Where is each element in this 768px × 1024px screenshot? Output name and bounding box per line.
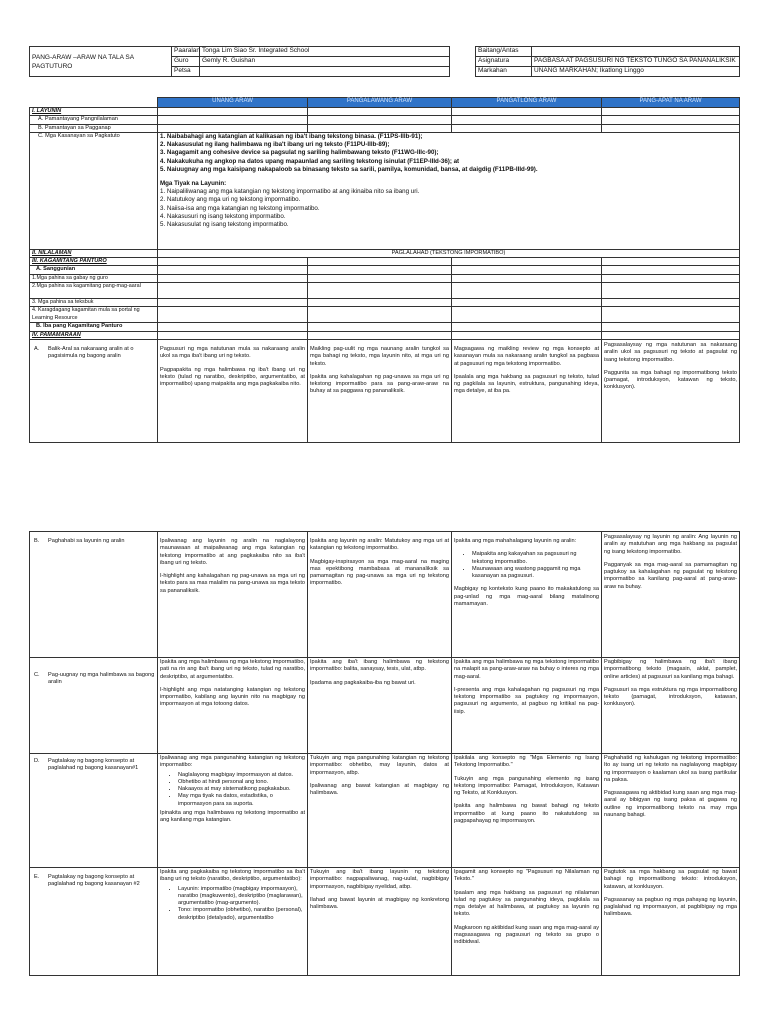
stage-b-label: B. Paghahabi sa layunin ng aralin — [30, 532, 158, 658]
stage-a-day3: Magsagawa ng maikling review ng mga konsepto at kasanayan mula sa nakaraang aralin tungkol sa pagbasa at pagsusuri ng mga tekstong impormatibo. Ipaalala ang mga hakbang sa pagsusuri ng teksto, tulad ng pagkilala sa layunin, estruktura, pangunahing ideya, mga detalye, at iba pa. — [452, 339, 602, 442]
stage-a-day4: Pagsasalaysay ng mga natutunan sa nakaraang aralin ukol sa pagsusuri ng teksto at pagsulat ng isang tekstong impormatibo. Paggunita sa mga bahagi ng impormatibong teksto (pamagat, introduksyon, katawan ng teksto, konklusyon). — [602, 339, 740, 442]
stage-c-label: C. Pag-uugnay ng mga halimbawa sa bagong aralin — [30, 658, 158, 754]
stage-e-label: E. Pagtalakay ng bagong konsepto at paglalahad ng bagong kasanayan #2 — [30, 868, 158, 976]
row-iba-pang-kagamitan: B. Iba pang Kagamitang Panturo — [30, 323, 158, 331]
lesson-table-part2 — [29, 531, 740, 976]
specific-objective-5: 5. Nakasusulat ng isang tekstong impormatibo. — [160, 220, 289, 228]
lesson-table-part1 — [29, 97, 740, 443]
quarter-label: Markahan — [476, 67, 532, 77]
school-label: Paaralan — [172, 47, 200, 57]
header-table — [29, 46, 740, 77]
row-sanggunian: A. Sanggunian — [30, 266, 158, 274]
row-kagamitang-pang-mag-aaral: 2.Mga pahina sa kagamitang pang-mag-aaral — [30, 283, 158, 299]
row-learning-resource: 4. Karagdagang kagamitan mula sa portal ng Learning Resource — [30, 307, 158, 323]
stage-e-day1: Ipakita ang pagkakaiba ng tekstong impormatibo sa iba't ibang uri ng teksto (naratibo, deskriptibo, argumentatibo): • Layunin: impormatibo (magbigay impormasyon), naratibo (magkuwento), deskriptibo (maglarawan), argumentatibo (mag-argumento). • Tono: impormatibo (obhetibo), naratibo (personal), deskriptibo (detalyado), argumentatibo — [158, 868, 308, 976]
section-pamamaraan: IV. PAMAMARAAN — [30, 331, 158, 339]
stage-d-day4: Paghahatid ng kahulugan ng tekstong impormatibo: Ito ay isang uri ng teksto na naglalayong magbigay ng impormasyon o kaalaman ukol sa isang partikular na paksa. Pagsasagawa ng aktibidad kung saan ang mga mag-aaral ay bibigyan ng isang paksa at gagawa ng outline ng impormatibong teksto na may mga naunang bahagi. — [602, 754, 740, 868]
section-nilalaman: II. NILALAMAN — [30, 249, 158, 257]
stage-b-day3: Ipakita ang mga mahahalagang layunin ng aralin: • Maipakita ang kakayahan sa pagsusuri ng tekstong impormatibo. • Maunawaan ang wastong paggamit ng mga kasanayan sa pagsusuri. Magbigay ng konteksto kung paano ito makakatulong sa pag-unlad ng mga mag-aaral bilang matalinong mamamayan. — [452, 532, 602, 658]
stage-e-row — [30, 868, 740, 976]
objective-3: 3. Nagagamit ang cohesive device sa pagsulat ng sariling halimbawang teksto (F11WG-IIIc-90); — [160, 149, 439, 157]
stage-d-day3: Ipakilala ang konsepto ng "Mga Elemento ng Isang Tekstong Impormatibo." Tukuyin ang mga pangunahing elemento ng isang tekstong impormatibo: Pamagat, Introduksyon, Katawan ng Teksto, at Konklusyon. Ipakita ang halimbawa ng bawat bahagi ng teksto impormatibo at kung paano ito nakatutulong sa pagpapahayag ng impormasyon. — [452, 754, 602, 868]
subject-value: PAGBASA AT PAGSUSURI NG TEKSTO TUNGO SA PANANALIKSIK — [532, 57, 740, 67]
date-label: Petsa — [172, 67, 200, 77]
day-header-row — [30, 98, 740, 108]
grade-level-label: Baitang/Antas — [476, 47, 532, 57]
stage-d-label: D. Pagtalakay ng bagong konsepto at paglalahad ng bagong kasanayan#1 — [30, 754, 158, 868]
subject-label: Asignatura — [476, 57, 532, 67]
stage-a-day2: Maikling pag-uulit ng mga naunang aralin tungkol sa mga bahagi ng teksto, mga layunin nito, at mga uri ng teksto. Ipakita ang kahalagahan ng pag-unawa sa mga uri ng tekstong impormatibo para sa pang-araw-araw na buhay at sa paggawa ng pananaliksik. — [308, 339, 452, 442]
row-gabay-ng-guro: 1.Mga pahina sa gabay ng guro — [30, 274, 158, 282]
row-pamantayang-pangnilalaman: A. Pamantayang Pangnilalaman — [30, 116, 158, 124]
stage-c-day1: Ipakita ang mga halimbawa ng mga tekstong impormatibo, pati na rin ang iba't ibang uri ng teksto, tulad ng naratibo, deskriptibo, at argumentatibo. I-highlight ang mga natatanging katangian ng tekstong impormatibo, kabilang ang layunin nito na magbigay ng impormasyon at mga totoong datos. — [158, 658, 308, 754]
stage-b-row — [30, 532, 740, 658]
specific-objective-1: 1. Naipaliliwanag ang mga katangian ng tekstong impormatibo at ang ikinaiba nito sa ibang uri. — [160, 188, 420, 196]
day-2-header: PANGALAWANG ARAW — [308, 98, 452, 108]
objective-2: 2. Nakasusulat ng ilang halimbawa ng iba't ibang uri ng teksto (F11PU-IIIb-89); — [160, 141, 390, 149]
grade-level-value — [532, 47, 740, 57]
header-spacer — [450, 47, 476, 77]
specific-objectives-title: Mga Tiyak na Layunin: — [160, 179, 227, 187]
row-teksbuk: 3. Mga pahina sa teksbuk — [30, 299, 158, 307]
date-value — [200, 67, 450, 77]
section-kagamitan: III. KAGAMITANG PANTURO — [30, 258, 158, 266]
objectives-cell — [158, 132, 740, 249]
teacher-value: Gemly R. Guishan — [200, 57, 450, 67]
stage-d-row — [30, 754, 740, 868]
day-1-header: UNANG ARAW — [158, 98, 308, 108]
stage-c-day2: Ipakita ang iba't ibang halimbawa ng tekstong impormatibo: balita, sanaysay, tesis, ulat, atbp. Ipadama ang pagkakaiba-iba ng bawat uri. — [308, 658, 452, 754]
section-layunin: I. LAYUNIN — [30, 108, 158, 116]
stage-e-day2: Tukuyin ang iba't ibang layunin ng tekstong impormatibo: nagpapaliwanag, nag-uulat, nagbibigay impormasyon, nagbibigay nyelidad, atbp. Ilahad ang bawat layunin at magbigay ng konkretong halimbawa. — [308, 868, 452, 976]
stage-e-day3: Ipagamit ang konsepto ng "Pagsusuri ng Nilalaman ng Teksto." Ipaalam ang mga hakbang sa pagsusuri ng nilalaman tulad ng pagtukoy sa pangunahing ideya, pagkilala sa mga detalye at halimbawa, at pagtukoy sa layunin ng teksto. Magkaroon ng aktibidad kung saan ang mga mag-aaral ay magsasagawa ng pagsusuri ng teksto sa grupo o indibidwal. — [452, 868, 602, 976]
stage-b-day1: Ipaliwanag ang layunin ng aralin na naglalayong maunawaan at maipaliwanag ang mga katangian ng tekstong impormatibo at ang pagkakaiba nito sa iba't ibang uri ng teksto. I-highlight ang kahalagahan ng pag-unawa sa mga uri ng teksto para sa mas malalim na pang-unawa sa mga teksto sa pananaliksik. — [158, 532, 308, 658]
row-kasanayan-sa-pagkatuto: C. Mga Kasanayan sa Pagkatuto — [30, 132, 158, 249]
specific-objective-3: 3. Naiisa-isa ang mga katangian ng tekstong impormatibo. — [160, 204, 320, 212]
stage-c-row — [30, 658, 740, 754]
document-title: PANG-ARAW –ARAW NA TALA SA PAGTUTURO — [30, 47, 172, 77]
stage-a-day1: Pagsusuri ng mga natutunan mula sa nakaraang aralin ukol sa mga iba't ibang uri ng teksto. Pagpapakita ng mga halimbawa ng iba't ibang uri ng teksto (tulad ng naratibo, deskriptibo, argumentatibo, at impormatibo) upang maipakita ang mga pagkakaiba nito. — [158, 339, 308, 442]
school-value: Tonga Lim Siao Sr. Integrated School — [200, 47, 450, 57]
specific-objective-2: 2. Natutukoy ang mga uri ng tekstong impormatibo. — [160, 196, 301, 204]
stage-e-day4: Pagtutok sa mga hakbang sa pagsulat ng bawat bahagi ng impormatibong teksto: introduksyon, katawan, at konklusyon. Pagsasanay sa pagbuo ng mga pahayag ng layunin, paglalahad ng impormasyon, at pagbibigay ng mga halimbawa. — [602, 868, 740, 976]
stage-c-day4: Pagbibigay ng halimbawa ng iba't ibang impormatibong teksto (magasin, aklat, pamplet, online articles) at pagsusuri sa kanilang mga bahagi. Pagsusuri sa mga estruktura ng mga impormatibong teksto (pamagat, introduksyon, katawan, konklusyon). — [602, 658, 740, 754]
stage-a-label: A. Balik-Aral sa nakaraang aralin at o pagsisimula ng bagong aralin — [30, 339, 158, 442]
stage-b-day2: Ipakita ang layunin ng aralin: Matutukoy ang mga uri at katangian ng tekstong impormatibo. Magbigay-inspirasyon sa mga mag-aaral na maging mas epektibong mambabasa at mananaliksik sa pamamagitan ng pag-unawa sa mga uri ng tekstong impormatibo. — [308, 532, 452, 658]
specific-objective-4: 4. Nakasusuri ng isang tekstong impormatibo. — [160, 212, 286, 220]
stage-d-day2: Tukuyin ang mga pangunahing katangian ng tekstong impormatibo: obhetibo, may layunin, datos at impormasyon, atbp. Ipaliwanag ang bawat katangian at magbigay ng halimbawa. — [308, 754, 452, 868]
teacher-label: Guro — [172, 57, 200, 67]
stage-c-day3: Ipakita ang mga halimbawa ng mga tekstong impormatibo na malapit sa pang-araw-araw na buhay o interes ng mga mag-aaral. I-presenta ang mga kahalagahan ng pagsusuri ng mga tekstong impormatibo sa pagtukoy ng impormasyon, pagsusuri ng argumento, at pagbuo ng kritikal na pag-iisip. — [452, 658, 602, 754]
stage-a-row — [30, 339, 740, 442]
objective-4: 4. Nakakukuha ng angkop na datos upang mapaunlad ang sariling tekstong isinulat (F11EP-IIId-36); at — [160, 157, 460, 165]
row-pamantayan-sa-pagganap: B. Pamantayan sa Pagganap — [30, 124, 158, 132]
stage-d-day1: Ipaliwanag ang mga pangunahing katangian ng tekstong impormatibo: • Naglalayong magbigay impormasyon at datos. • Obhetibo at hindi personal ang tono. • Nakaayos at may sistematikong pagkakabuo. • May mga tiyak na datos, estadistika, o impormasyon para sa suporta. Ipinakita ang mga halimbawa ng tekstong impormatibo at ang kanilang mga katangian. — [158, 754, 308, 868]
day-3-header: PANGATLONG ARAW — [452, 98, 602, 108]
quarter-value: UNANG MARKAHAN; Ikatlong Linggo — [532, 67, 740, 77]
day-4-header: PANG-APAT NA ARAW — [602, 98, 740, 108]
nilalaman-value: PAGLALAHAD (TEKSTONG IMPORMATIBO) — [158, 249, 740, 257]
objective-5: 5. Naiuugnay ang mga kaisipang nakapaloob sa binasang teksto sa sarili, pamilya, komunidad, bansa, at daigdig (F11PB-IIId-99). — [160, 165, 538, 173]
stage-b-day4: Pagsasalaysay ng layunin ng aralin: Ang layunin ng aralin ay matutuhan ang mga hakbang sa pagsulat ng isang tekstong impormatibo. Pagganyak sa mga mag-aaral sa pamamagitan ng pagtukoy sa kahalagahan ng pagsulat ng tekstong impormatibo sa kanilang pag-aaral at pang-araw-araw na buhay. — [602, 532, 740, 658]
objective-1: 1. Naibabahagi ang katangian at kalikasan ng iba't ibang tekstong binasa. (F11PS-IIIb-91); — [160, 132, 423, 140]
